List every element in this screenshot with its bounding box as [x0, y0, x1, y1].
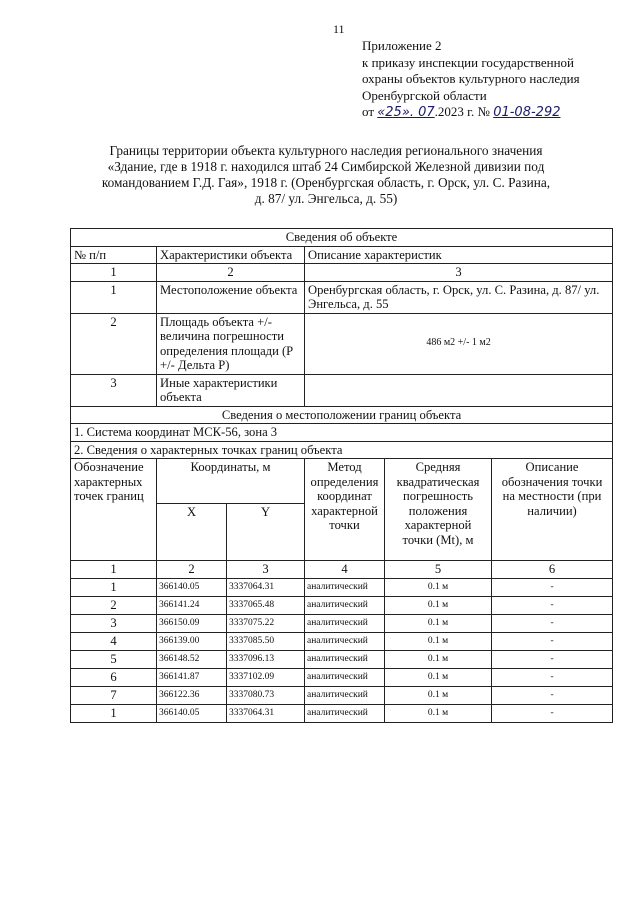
pt-index-6: 6 — [492, 561, 613, 579]
point-id: 3 — [71, 614, 157, 632]
point-error: 0.1 м — [385, 704, 492, 722]
col-coords-header: Координаты, м — [157, 459, 305, 504]
point-y: 3337102.09 — [227, 668, 305, 686]
table-row — [71, 632, 613, 650]
col-index-3: 3 — [305, 264, 613, 282]
point-y: 3337080.73 — [227, 686, 305, 704]
point-method: аналитический — [305, 668, 385, 686]
handwritten-number: 01-08-292 — [493, 105, 561, 120]
point-desc: - — [492, 668, 613, 686]
point-method: аналитический — [305, 632, 385, 650]
table-row — [71, 704, 613, 722]
page-number: 11 — [333, 22, 345, 36]
col-desc-header: Описание характеристик — [305, 246, 613, 264]
info-row-2-num: 2 — [71, 313, 157, 374]
pt-index-5: 5 — [385, 561, 492, 579]
points-title: 2. Сведения о характерных точках границ объекта — [71, 441, 613, 459]
point-y: 3337075.22 — [227, 614, 305, 632]
col-point-header: Обозначение характерных точек границ — [71, 459, 157, 561]
point-y: 3337065.48 — [227, 596, 305, 614]
info-row-2-char: Площадь объекта +/- величина погрешности определения площади (Р +/- Дельта Р) — [157, 313, 305, 374]
point-x: 366148.52 — [157, 650, 227, 668]
col-error-header: Средняя квадратическая погрешность положения характерной точки (Mt), м — [385, 459, 492, 561]
col-char-header: Характеристики объекта — [157, 246, 305, 264]
from-label: от — [362, 104, 375, 119]
point-desc: - — [492, 578, 613, 596]
point-x: 366141.24 — [157, 596, 227, 614]
handwritten-date: «25». 07 — [377, 105, 435, 120]
col-x-header: X — [157, 504, 227, 561]
info-row-1-desc: Оренбургская область, г. Орск, ул. С. Разина, д. 87/ ул. Энгельса, д. 55 — [305, 281, 613, 313]
col-desc-header-2: Описание обозначения точки на местности (при наличии) — [492, 459, 613, 561]
point-method: аналитический — [305, 578, 385, 596]
col-index-2: 2 — [157, 264, 305, 282]
point-method: аналитический — [305, 596, 385, 614]
pt-index-2: 2 — [157, 561, 227, 579]
point-desc: - — [492, 686, 613, 704]
point-x: 366141.87 — [157, 668, 227, 686]
col-method-header: Метод определения координат характерной точки — [305, 459, 385, 561]
appendix-line-3: охраны объектов культурного наследия — [362, 71, 580, 86]
point-id: 2 — [71, 596, 157, 614]
point-id: 6 — [71, 668, 157, 686]
points-body — [71, 578, 613, 722]
point-y: 3337085.50 — [227, 632, 305, 650]
info-row-3-desc — [305, 374, 613, 406]
document-title — [76, 143, 576, 207]
appendix-line-1: Приложение 2 — [362, 38, 442, 53]
order-year: .2023 г. № — [434, 104, 490, 119]
point-method: аналитический — [305, 704, 385, 722]
info-row-3-char: Иные характеристики объекта — [157, 374, 305, 406]
point-x: 366122.36 — [157, 686, 227, 704]
info-row-1-char: Местоположение объекта — [157, 281, 305, 313]
point-method: аналитический — [305, 614, 385, 632]
point-error: 0.1 м — [385, 632, 492, 650]
point-method: аналитический — [305, 650, 385, 668]
appendix-line-4: Оренбургской области — [362, 87, 487, 103]
col-y-header: Y — [227, 504, 305, 561]
point-id: 1 — [71, 578, 157, 596]
title-line-4: д. 87/ ул. Энгельса, д. 55) — [254, 191, 398, 206]
object-info-title: Сведения об объекте — [71, 229, 613, 247]
pt-index-1: 1 — [71, 561, 157, 579]
point-id: 4 — [71, 632, 157, 650]
point-error: 0.1 м — [385, 614, 492, 632]
pt-index-4: 4 — [305, 561, 385, 579]
title-line-1: Границы территории объекта культурного наследия регионального значения — [109, 143, 543, 158]
point-desc: - — [492, 632, 613, 650]
location-title: Сведения о местоположении границ объекта — [71, 406, 613, 424]
info-row-3-num: 3 — [71, 374, 157, 406]
point-method: аналитический — [305, 686, 385, 704]
table-row — [71, 650, 613, 668]
point-desc: - — [492, 614, 613, 632]
point-id: 5 — [71, 650, 157, 668]
point-error: 0.1 м — [385, 578, 492, 596]
title-line-3: командованием Г.Д. Гая», 1918 г. (Оренбургская область, г. Орск, ул. С. Разина, — [101, 175, 551, 190]
info-row-1-num: 1 — [71, 281, 157, 313]
point-desc: - — [492, 596, 613, 614]
point-error: 0.1 м — [385, 668, 492, 686]
pt-index-3: 3 — [227, 561, 305, 579]
boundaries-table — [70, 228, 613, 723]
point-error: 0.1 м — [385, 596, 492, 614]
point-desc: - — [492, 650, 613, 668]
point-id: 7 — [71, 686, 157, 704]
point-x: 366140.05 — [157, 704, 227, 722]
point-x: 366150.09 — [157, 614, 227, 632]
info-row-2-desc: 486 м2 +/- 1 м2 — [305, 313, 613, 374]
col-index-1: 1 — [71, 264, 157, 282]
point-x: 366139.00 — [157, 632, 227, 650]
appendix-line-2: к приказу инспекции государственной — [362, 54, 574, 70]
title-line-2: «Здание, где в 1918 г. находился штаб 24 Симбирской Железной дивизии под — [107, 159, 545, 174]
point-x: 366140.05 — [157, 578, 227, 596]
point-id: 1 — [71, 704, 157, 722]
table-row — [71, 668, 613, 686]
appendix-header — [362, 38, 632, 122]
coord-system: 1. Система координат МСК-56, зона 3 — [71, 424, 613, 442]
appendix-date-line — [362, 104, 632, 122]
point-desc: - — [492, 704, 613, 722]
point-y: 3337096.13 — [227, 650, 305, 668]
point-error: 0.1 м — [385, 686, 492, 704]
point-y: 3337064.31 — [227, 578, 305, 596]
table-row — [71, 578, 613, 596]
col-num-header: № п/п — [71, 246, 157, 264]
table-row — [71, 596, 613, 614]
table-row — [71, 686, 613, 704]
point-y: 3337064.31 — [227, 704, 305, 722]
table-row — [71, 614, 613, 632]
point-error: 0.1 м — [385, 650, 492, 668]
